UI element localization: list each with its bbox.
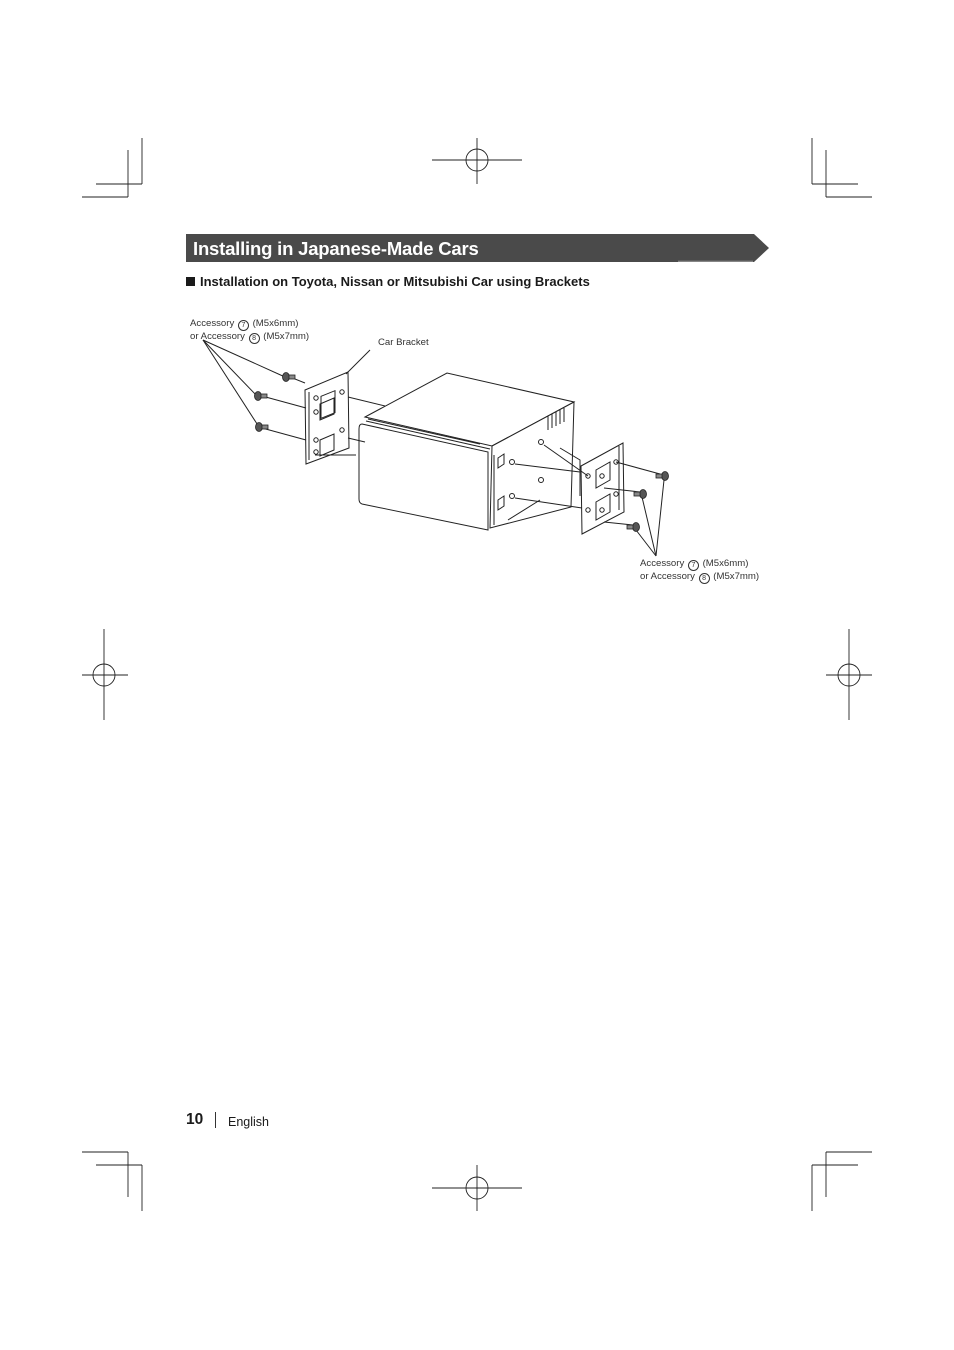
accessory-label-left <box>190 318 309 344</box>
accessory-label-right <box>640 558 759 584</box>
accessory-spec: (M5x7mm) <box>713 571 760 582</box>
screw-icon <box>255 392 268 401</box>
accessory-number-badge: 7 <box>688 560 699 571</box>
right-car-bracket <box>581 443 624 534</box>
accessory-label-text: Accessory <box>640 558 685 569</box>
accessory-number-badge: 8 <box>699 573 710 584</box>
accessory-spec: (M5x7mm) <box>263 331 310 342</box>
car-bracket-label: Car Bracket <box>378 337 429 348</box>
left-car-bracket <box>305 372 349 464</box>
accessory-spec: (M5x6mm) <box>702 558 749 569</box>
screw-icon <box>256 423 269 432</box>
screw-icon <box>627 523 640 532</box>
accessory-label-text: or Accessory <box>190 331 245 342</box>
screw-icon <box>656 472 669 481</box>
footer-language: English <box>228 1115 269 1129</box>
page-number: 10 <box>186 1111 204 1128</box>
screw-icon <box>634 490 647 499</box>
accessory-label-text: Accessory <box>190 318 235 329</box>
footer-divider <box>215 1112 216 1128</box>
accessory-spec: (M5x6mm) <box>252 318 299 329</box>
screw-icon <box>283 373 296 382</box>
accessory-label-text: or Accessory <box>640 571 695 582</box>
accessory-number-badge: 7 <box>238 320 249 331</box>
subsection-heading-text: Installation on Toyota, Nissan or Mitsubishi Car using Brackets <box>200 274 590 289</box>
section-title: Installing in Japanese-Made Cars <box>193 238 479 259</box>
accessory-number-badge: 8 <box>249 333 260 344</box>
